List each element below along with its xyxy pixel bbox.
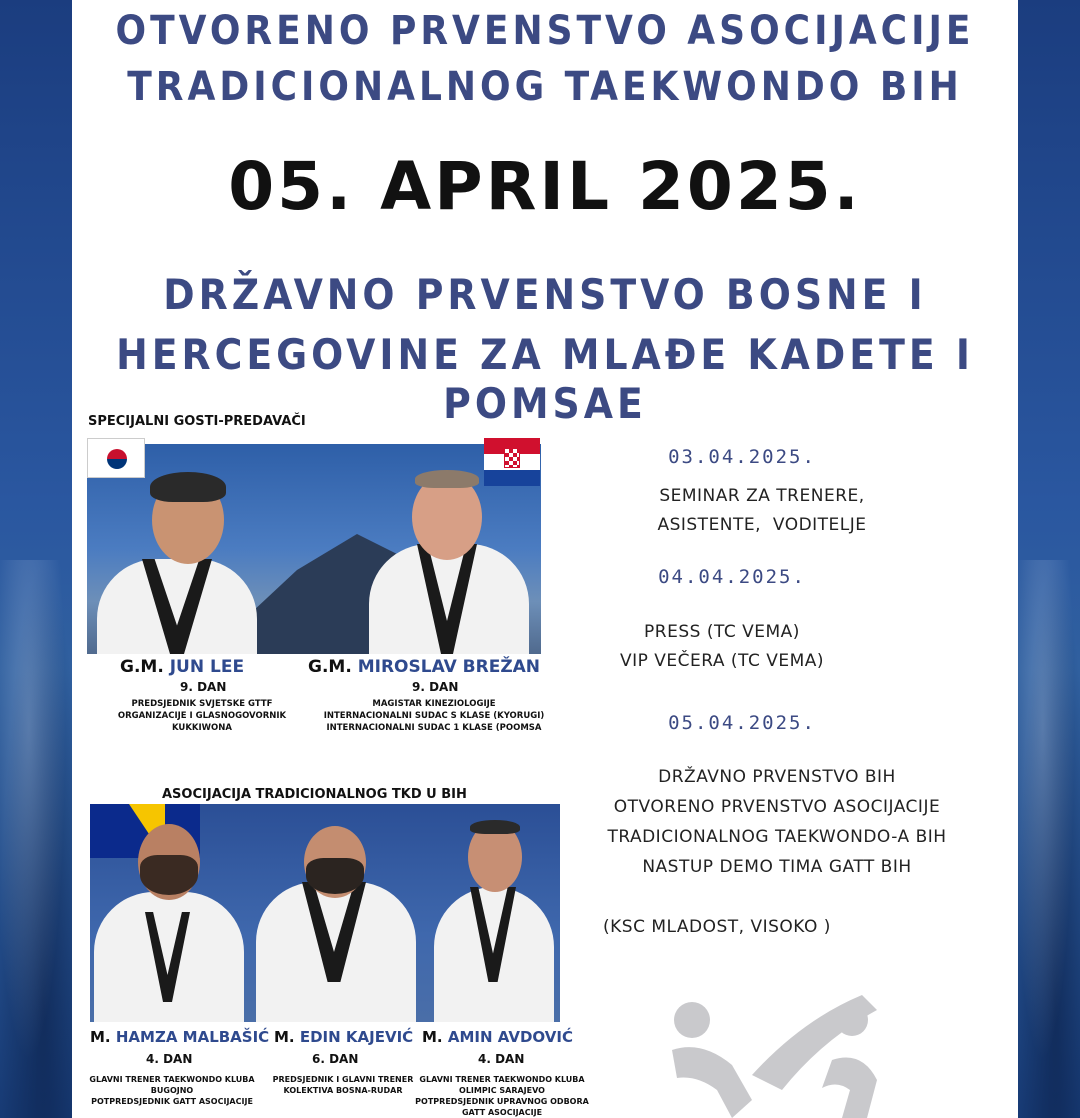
title-line-2: TRADICIONALNOG TAEKWONDO BIH <box>127 64 963 110</box>
subtitle-line-2: HERCEGOVINE ZA MLAĐE KADETE I POMSAE <box>116 330 974 428</box>
member-name-hamza-malbasic: M. HAMZA MALBAŠIĆ <box>90 1028 270 1046</box>
guest-dan-miroslav-brezan: 9. DAN <box>412 680 459 694</box>
event-date: 05. APRIL 2025. <box>228 148 862 225</box>
korea-flag-icon <box>87 438 145 478</box>
croatia-flag-icon <box>484 438 540 486</box>
schedule-text-2: PRESS (TC VEMA) VIP VEČERA (TC VEMA) <box>619 622 825 671</box>
member-desc-amin-avdovic: GLAVNI TRENER TAEKWONDO KLUBA OLIMPIC SARAJEVO POTPREDSJEDNIK UPRAVNOG ODBORA GATT ASOCIJACIJE <box>415 1075 589 1117</box>
member-name-edin-kajevic: M. EDIN KAJEVIĆ <box>274 1028 414 1046</box>
member-desc-edin-kajevic: PREDSJEDNIK I GLAVNI TRENER KOLEKTIVA BOSNA-RUDAR <box>272 1075 414 1095</box>
guests-photo <box>87 444 541 654</box>
poster-sheet <box>72 0 1018 1118</box>
title-line-1: OTVORENO PRVENSTVO ASOCIJACIJE <box>115 8 975 54</box>
schedule-text-1: SEMINAR ZA TRENERE, ASISTENTE, VODITELJE <box>657 486 867 535</box>
member-dan-amin-avdovic: 4. DAN <box>478 1052 525 1066</box>
member-photo-hamza-malbasic <box>90 810 250 1022</box>
member-name-amin-avdovic: M. AMIN AVDOVIĆ <box>422 1028 573 1046</box>
guest-desc-jun-lee: PREDSJEDNIK SVJETSKE GTTF ORGANIZACIJE I GLASNOGOVORNIK KUKKIWONA <box>117 699 287 733</box>
taekwondo-kick-logo <box>662 980 902 1118</box>
guest-name-miroslav-brezan: G.M. MIROSLAV BREŽAN <box>308 657 541 677</box>
member-desc-hamza-malbasic: GLAVNI TRENER TAEKWONDO KLUBA BUGOJNO POTPREDSJEDNIK GATT ASOCIJACIJE <box>89 1075 255 1106</box>
guests-label: SPECIJALNI GOSTI-PREDAVAČI <box>88 414 306 429</box>
subtitle-line-1: DRŽAVNO PRVENSTVO BOSNE I <box>163 270 927 319</box>
member-dan-edin-kajevic: 6. DAN <box>312 1052 359 1066</box>
member-photo-edin-kajevic <box>250 810 420 1022</box>
background-right <box>1018 0 1080 1118</box>
schedule-date-2: 04.04.2025. <box>658 566 806 588</box>
schedule-text-3: DRŽAVNO PRVENSTVO BIH OTVORENO PRVENSTVO ASOCIJACIJE TRADICIONALNOG TAEKWONDO-A BIH NASTUP DEMO TIMA GATT BIH (KSC MLADOST, VISOKO ) <box>603 767 947 937</box>
guest-name-jun-lee: G.M. JUN LEE <box>120 657 245 677</box>
guest-photo-jun-lee <box>87 454 287 654</box>
schedule-date-1: 03.04.2025. <box>668 446 816 468</box>
association-label: ASOCIJACIJA TRADICIONALNOG TKD U BIH <box>162 787 467 802</box>
member-dan-hamza-malbasic: 4. DAN <box>146 1052 193 1066</box>
guest-dan-jun-lee: 9. DAN <box>180 680 227 694</box>
background-left <box>0 0 72 1118</box>
guest-desc-miroslav-brezan: MAGISTAR KINEZIOLOGIJE INTERNACIONALNI SUDAC S KLASE (KYORUGI) INTERNACIONALNI SUDAC 1 KLASE (POOMSA <box>323 699 545 733</box>
schedule-date-3: 05.04.2025. <box>668 712 816 734</box>
